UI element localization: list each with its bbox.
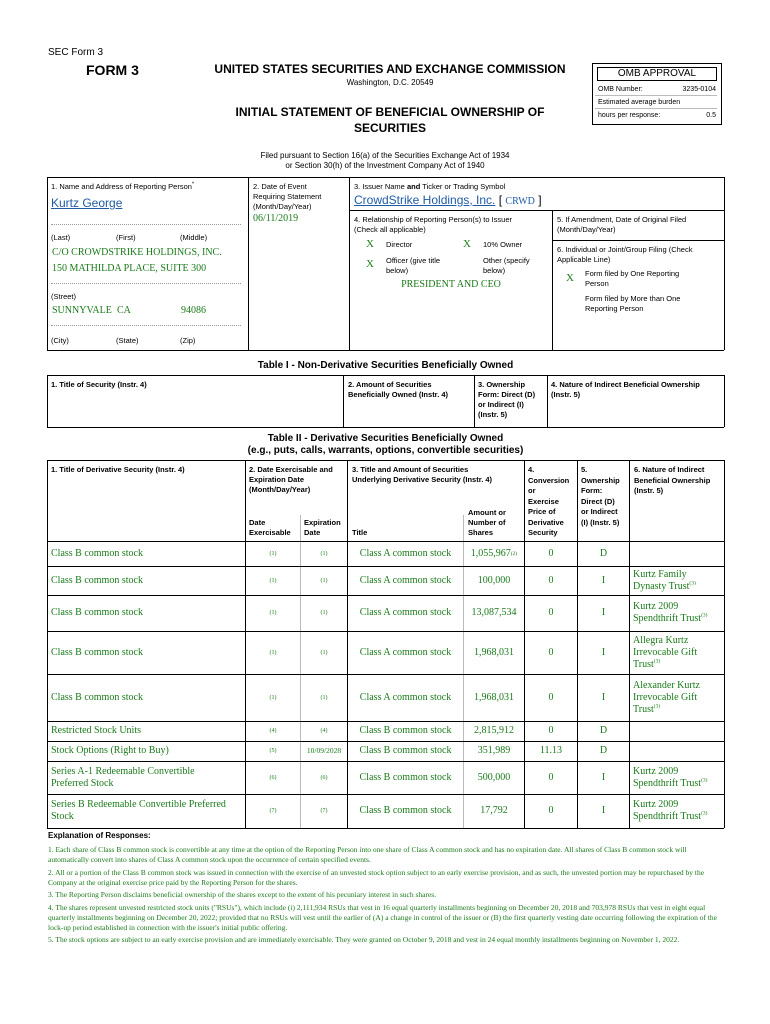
omb-number-value: 3235-0104 <box>682 86 716 93</box>
underlying-share-amount <box>464 566 524 595</box>
issuer-name-link[interactable]: CrowdStrike Holdings, Inc. <box>354 193 496 207</box>
amount-value: 13,087,534 <box>471 607 517 618</box>
underlying-security-title <box>348 794 463 828</box>
omb-title: OMB APPROVAL <box>597 67 717 81</box>
nature-of-ownership <box>633 741 723 761</box>
underlying-security-title <box>348 595 463 631</box>
date-exercisable-value: (5) <box>269 748 277 754</box>
date-exercisable-value: (4) <box>269 728 277 734</box>
derivative-security-title <box>51 721 245 741</box>
nature-footnote: (3) <box>701 810 708 817</box>
nature-of-ownership <box>633 674 723 721</box>
expiration-date-value: (6) <box>320 774 328 781</box>
ownership-form-value: I <box>601 771 606 783</box>
date-exercisable-value: (1) <box>269 550 277 557</box>
nature-line2: Spendthrift Trust <box>633 811 702 822</box>
table2-col-title-and-amount: 3. Title and Amount of Securities Underlying Derivative Security (Instr. 4) <box>352 465 493 484</box>
nature-footnote: (3) <box>653 703 661 710</box>
conversion-price-value: 0 <box>548 547 554 559</box>
sec-form-label: SEC Form 3 <box>48 47 104 58</box>
conversion-price-value: 0 <box>548 725 554 736</box>
security-title-line1: Class B common stock <box>51 646 143 658</box>
omb-hours-value: 0.5 <box>706 112 716 119</box>
ownership-form <box>578 631 629 674</box>
one-reporting-person-label: Form filed by One Reporting Person <box>585 269 680 288</box>
footnote-1: 1. Each share of Class B common stock is convertible at any time at the option of the Reporting Person into one share of Class A common stock and has no expiration date. All shares of Class B common stock will automatically convert into shares of Class A common stock upon the occurrence of certain specified events. <box>48 845 687 864</box>
director-checkmark: X <box>366 238 374 250</box>
zip-label: (Zip) <box>180 336 196 345</box>
footnote-5: 5. The stock options are subject to an early exercise provision and are immediately exercisable. They were granted on October 9, 2018 and vest in 24 equal monthly installments beginning on November 1, 2022. <box>48 935 680 944</box>
nature-footnote: (3) <box>701 777 708 784</box>
security-title-line1: Restricted Stock Units <box>51 725 141 736</box>
security-title-line1: Series A-1 Redeemable Convertible <box>51 765 195 777</box>
ownership-form-value: D <box>599 725 608 736</box>
middle-label: (Middle) <box>180 233 208 242</box>
ownership-form-value: I <box>601 646 606 658</box>
nature-footnote: (3) <box>701 612 708 619</box>
nature-footnote: (3) <box>689 580 696 587</box>
conversion-price <box>525 741 577 761</box>
derivative-security-title <box>51 794 245 828</box>
expiration-date <box>301 595 347 631</box>
nature-line2: Irrevocable Gift <box>633 691 698 703</box>
table2-col-expiration-date: Expiration Date <box>304 518 341 537</box>
nature-line3: Trust <box>633 658 654 670</box>
address-line2: 150 MATHILDA PLACE, SUITE 300 <box>52 263 207 274</box>
expiration-date-value: 10/09/2028 <box>306 746 342 755</box>
footnote-2: 2. All or a portion of the Class B common stock was issued in connection with the exercise of an unvested stock option subject to an early exercise provision, and as such, the unvested portion may be repurchased by the Company at the original exercise price paid by the Reporting Person for the shares. <box>48 867 705 887</box>
expiration-date <box>301 761 347 794</box>
expiration-date <box>301 741 347 761</box>
table2-col-conversion-price: 4. Conversion or Exercise Price of Derivative Security <box>528 465 570 537</box>
first-label: (First) <box>116 233 136 242</box>
nature-line1: Allegra Kurtz <box>633 634 689 646</box>
box4-label: 4. Relationship of Reporting Person(s) to Issuer (Check all applicable) <box>354 215 512 234</box>
expiration-date <box>301 541 347 566</box>
underlying-title-value: Class A common stock <box>359 574 452 586</box>
conversion-price <box>525 721 577 741</box>
event-date-value: 06/11/2019 <box>253 213 299 224</box>
amount-value: 351,989 <box>477 745 511 756</box>
date-exercisable-value: (6) <box>269 774 277 781</box>
amount-value: 1,055,967 <box>470 547 511 559</box>
nature-of-ownership <box>633 794 723 828</box>
table2-title: Table II - Derivative Securities Beneficially Owned (e.g., puts, calls, warrants, options, convertible securities) <box>247 433 524 456</box>
date-exercisable <box>246 741 300 761</box>
nature-line1: Kurtz 2009 <box>633 601 679 612</box>
table1-col-nature: 4. Nature of Indirect Beneficial Ownership (Instr. 5) <box>551 380 700 399</box>
officer-label: Officer (give title below) <box>386 256 441 275</box>
city-value: SUNNYVALE <box>52 305 112 316</box>
table2-col-nature-of-ownership: 6. Nature of Indirect Beneficial Ownership (Instr. 5) <box>634 465 711 495</box>
derivative-security-title <box>51 541 245 566</box>
underlying-security-title <box>348 761 463 794</box>
omb-approval-box <box>592 63 722 125</box>
conversion-price <box>525 794 577 828</box>
derivative-security-title <box>51 674 245 721</box>
address-line1: C/O CROWDSTRIKE HOLDINGS, INC. <box>52 247 222 258</box>
underlying-share-amount <box>464 595 524 631</box>
nature-line1: Kurtz Family <box>633 568 687 580</box>
nature-line2: Irrevocable Gift <box>633 646 698 658</box>
conversion-price-value: 0 <box>548 646 554 658</box>
date-exercisable <box>246 566 300 595</box>
table1-col-amount: 2. Amount of Securities Beneficially Owned (Instr. 4) <box>348 380 449 399</box>
underlying-security-title <box>348 541 463 566</box>
conversion-price <box>525 761 577 794</box>
underlying-title-value: Class B common stock <box>359 805 452 816</box>
expiration-date <box>301 794 347 828</box>
underlying-security-title <box>348 721 463 741</box>
city-label: (City) <box>51 336 69 345</box>
table1-col-title-of-security: 1. Title of Security (Instr. 4) <box>51 380 147 389</box>
date-exercisable-value: (1) <box>269 694 277 701</box>
nature-of-ownership <box>633 541 723 566</box>
box2-label: 2. Date of Event Requiring Statement (Month/Day/Year) <box>253 182 322 211</box>
amount-value: 500,000 <box>477 771 511 783</box>
expiration-date-value: (4) <box>320 728 328 734</box>
last-label: (Last) <box>51 233 71 242</box>
underlying-title-value: Class A common stock <box>359 646 452 658</box>
amount-value: 1,968,031 <box>474 691 514 703</box>
expiration-date-value: (1) <box>320 649 328 656</box>
derivative-security-title <box>51 741 245 761</box>
conversion-price <box>525 631 577 674</box>
security-title-line1: Class B common stock <box>51 607 143 618</box>
nature-footnote: (3) <box>653 658 661 665</box>
date-exercisable <box>246 674 300 721</box>
expiration-date-value: (7) <box>320 808 328 814</box>
underlying-security-title <box>348 674 463 721</box>
state-value: CA <box>117 305 131 316</box>
ownership-form <box>578 721 629 741</box>
street-label: (Street) <box>51 292 77 301</box>
date-exercisable-value: (1) <box>269 610 277 616</box>
omb-hours-label: hours per response: <box>598 112 661 119</box>
state-label: (State) <box>116 336 139 345</box>
form-title-line1: INITIAL STATEMENT OF BENEFICIAL OWNERSHIP OF <box>235 105 545 119</box>
derivative-security-title <box>51 566 245 595</box>
derivative-security-title <box>51 631 245 674</box>
security-title-line1: Stock Options (Right to Buy) <box>51 745 169 756</box>
ownership-form-value: I <box>601 691 606 703</box>
expiration-date-value: (1) <box>320 550 328 557</box>
multiple-reporting-persons-label: Form filed by More than One Reporting Person <box>585 294 681 313</box>
omb-number-label: OMB Number: <box>598 86 643 93</box>
security-title-line1: Class B common stock <box>51 574 143 586</box>
nature-line1: Kurtz 2009 <box>633 799 679 810</box>
ownership-form-value: I <box>601 805 606 816</box>
underlying-title-value: Class A common stock <box>359 547 452 559</box>
table2-col-title-of-derivative: 1. Title of Derivative Security (Instr. 4) <box>51 465 185 474</box>
nature-line2: Spendthrift Trust <box>633 777 702 789</box>
officer-checkmark: X <box>366 258 374 270</box>
conversion-price <box>525 541 577 566</box>
security-title-line2: Stock <box>51 811 74 822</box>
underlying-share-amount <box>464 541 524 566</box>
date-exercisable-value: (1) <box>269 577 277 584</box>
conversion-price-value: 0 <box>548 574 554 586</box>
expiration-date <box>301 721 347 741</box>
box5-label: 5. If Amendment, Date of Original Filed (Month/Day/Year) <box>557 215 687 234</box>
underlying-share-amount <box>464 631 524 674</box>
ownership-form-value: I <box>601 574 606 586</box>
box6-label: 6. Individual or Joint/Group Filing (Check Applicable Line) <box>557 245 693 264</box>
expiration-date-value: (1) <box>320 610 328 616</box>
amount-footnote: (2) <box>510 550 518 557</box>
ownership-form <box>578 674 629 721</box>
amount-value: 17,792 <box>480 805 508 816</box>
other-label: Other (specify below) <box>483 256 530 275</box>
amount-value: 1,968,031 <box>474 646 514 658</box>
security-title-line2: Preferred Stock <box>51 777 114 789</box>
expiration-date-value: (1) <box>320 694 328 701</box>
date-exercisable <box>246 541 300 566</box>
underlying-title-value: Class B common stock <box>359 771 452 783</box>
conversion-price-value: 0 <box>548 805 554 816</box>
underlying-security-title <box>348 741 463 761</box>
date-exercisable <box>246 761 300 794</box>
nature-of-ownership <box>633 761 723 794</box>
filed-pursuant-line2: or Section 30(h) of the Investment Company Act of 1940 <box>285 161 485 170</box>
date-exercisable-value: (7) <box>269 808 277 814</box>
expiration-date <box>301 631 347 674</box>
table2-col-underlying-title: Title <box>352 528 368 537</box>
one-reporting-person-checkmark: X <box>566 272 574 284</box>
table2-col-amount-of-shares: Amount or Number of Shares <box>468 508 506 537</box>
date-exercisable <box>246 794 300 828</box>
nature-line3: Trust <box>633 703 654 715</box>
issuer-name-line: CrowdStrike Holdings, Inc. [ CRWD ] <box>354 193 542 207</box>
ten-percent-owner-label: 10% Owner <box>483 240 523 249</box>
conversion-price <box>525 566 577 595</box>
derivative-security-title <box>51 761 245 794</box>
underlying-title-value: Class B common stock <box>359 745 452 756</box>
underlying-share-amount <box>464 794 524 828</box>
explanation-title: Explanation of Responses: <box>48 831 151 840</box>
nature-of-ownership <box>633 566 723 595</box>
ticker-symbol: CRWD <box>505 196 535 207</box>
ten-percent-owner-checkmark: X <box>463 238 471 250</box>
table2-col-ownership-form: 5. Ownership Form: Direct (D) or Indirect (I) (Instr. 5) <box>581 465 620 527</box>
underlying-share-amount <box>464 674 524 721</box>
nature-of-ownership <box>633 631 723 674</box>
ownership-form-value: D <box>599 745 608 756</box>
expiration-date-value: (1) <box>320 577 328 584</box>
ownership-form-value: I <box>601 607 606 618</box>
footnote-3: 3. The Reporting Person disclaims beneficial ownership of the shares except to the extent of his pecuniary interest in such shares. <box>48 890 437 899</box>
nature-line2: Dynasty Trust <box>633 580 690 592</box>
ownership-form <box>578 761 629 794</box>
conversion-price-value: 0 <box>548 691 554 703</box>
underlying-title-value: Class A common stock <box>359 691 452 703</box>
underlying-security-title <box>348 566 463 595</box>
reporting-person-name[interactable]: Kurtz George <box>51 196 123 210</box>
date-exercisable <box>246 631 300 674</box>
ownership-form-value: D <box>599 547 608 559</box>
ownership-form <box>578 566 629 595</box>
filed-pursuant-line1: Filed pursuant to Section 16(a) of the Securities Exchange Act of 1934 <box>260 151 510 160</box>
form-title-line2: SECURITIES <box>353 121 426 135</box>
commission-city: Washington, D.C. 20549 <box>346 78 434 87</box>
underlying-share-amount <box>464 741 524 761</box>
derivative-security-title <box>51 595 245 631</box>
underlying-security-title <box>348 631 463 674</box>
security-title-line1: Series B Redeemable Convertible Preferred <box>51 799 226 810</box>
box1-label: 1. Name and Address of Reporting Person* <box>51 181 195 191</box>
security-title-line1: Class B common stock <box>51 691 143 703</box>
amount-value: 2,815,912 <box>474 725 514 736</box>
explanation-notes <box>48 845 724 948</box>
conversion-price <box>525 595 577 631</box>
table2-col-date-exercisable-expiration: 2. Date Exercisable and Expiration Date (Month/Day/Year) <box>249 465 333 494</box>
ownership-form <box>578 741 629 761</box>
table1-title: Table I - Non-Derivative Securities Beneficially Owned <box>257 360 514 371</box>
form-label: FORM 3 <box>86 62 139 78</box>
amount-value: 100,000 <box>477 574 511 586</box>
table1-col-ownership-form: 3. Ownership Form: Direct (D) or Indirect (I) (Instr. 5) <box>478 380 536 419</box>
box3-label: 3. Issuer Name and Ticker or Trading Symbol <box>354 182 506 191</box>
nature-of-ownership <box>633 721 723 741</box>
zip-value: 94086 <box>181 305 206 316</box>
ownership-form <box>578 794 629 828</box>
conversion-price-value: 0 <box>548 771 554 783</box>
expiration-date <box>301 674 347 721</box>
ownership-form <box>578 541 629 566</box>
expiration-date <box>301 566 347 595</box>
officer-title-value: PRESIDENT AND CEO <box>401 279 501 290</box>
date-exercisable <box>246 595 300 631</box>
conversion-price <box>525 674 577 721</box>
table-row-divider <box>47 828 724 829</box>
date-exercisable-value: (1) <box>269 649 277 656</box>
ownership-form <box>578 595 629 631</box>
director-label: Director <box>386 240 413 249</box>
conversion-price-value: 0 <box>548 607 554 618</box>
commission-title: UNITED STATES SECURITIES AND EXCHANGE COMMISSION <box>214 62 566 76</box>
table2-col-date-exercisable: Date Exercisable <box>249 518 291 537</box>
omb-burden-label: Estimated average burden <box>598 99 681 106</box>
underlying-title-value: Class A common stock <box>359 607 452 618</box>
nature-line1: Kurtz 2009 <box>633 765 679 777</box>
security-title-line1: Class B common stock <box>51 547 143 559</box>
nature-line2: Spendthrift Trust <box>633 613 702 624</box>
conversion-price-value: 11.13 <box>539 745 563 756</box>
footnote-4: 4. The shares represent unvested restricted stock units ("RSUs"), which include (i) 2,111,934 RSUs that vest in 16 equal quarterly installments beginning on December 20, 2018 and 703,978 RSUs that vest in eight equal quarterly installments beginning on December 20, 2022; provided that no RSUs will vest until the earlier of (A) a change in control of the issuer or (B) the first quarterly vesting date occurring following the expiration of the lock-up period established in connection with the issuer's initial public offering. <box>48 902 717 932</box>
nature-of-ownership <box>633 595 723 631</box>
nature-line1: Alexander Kurtz <box>633 679 700 691</box>
underlying-title-value: Class B common stock <box>359 725 452 736</box>
date-exercisable <box>246 721 300 741</box>
underlying-share-amount <box>464 721 524 741</box>
underlying-share-amount <box>464 761 524 794</box>
